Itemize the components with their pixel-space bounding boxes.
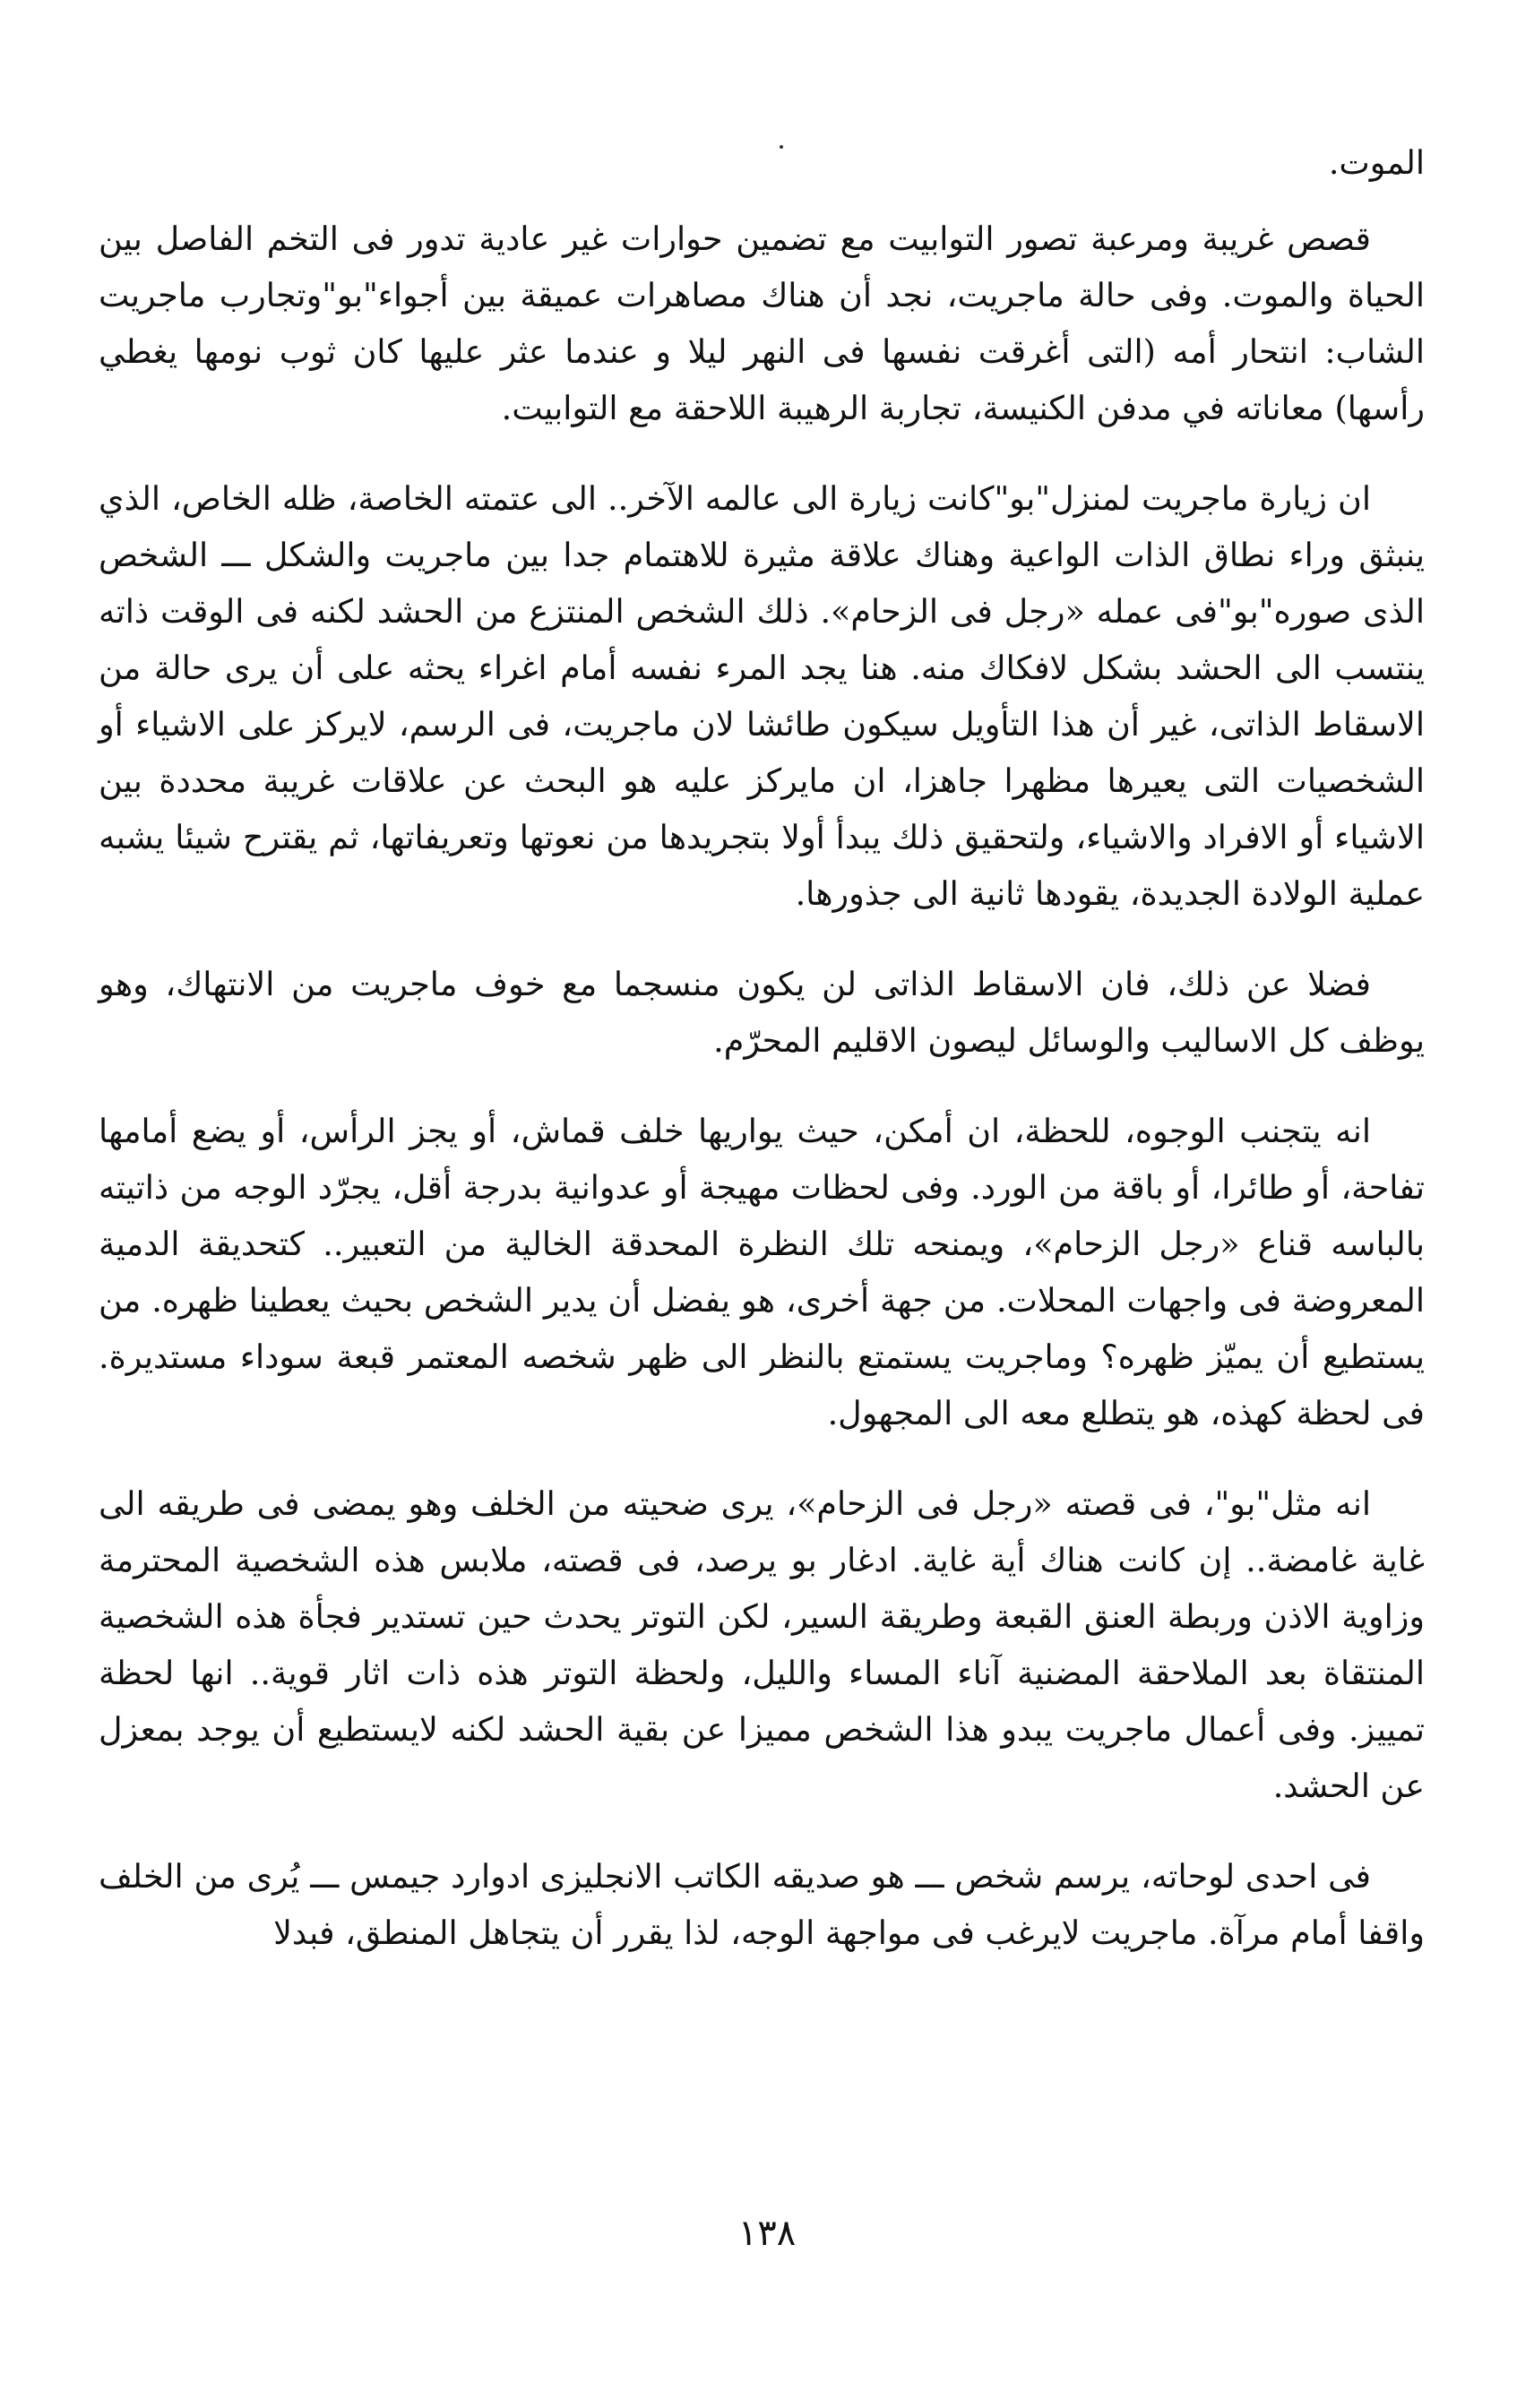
page-body — [99, 134, 1425, 1995]
paragraph-2: قصص غريبة ومرعبة تصور التوابيت مع تضمين حوارات غير عادية تدور فى التخم الفاصل بين الحياة والموت. وفى حالة ماجريت، نجد أن هناك مصاهرات عميقة بين أجواء"بو"وتجارب ماجريت الشاب: انتحار أمه (التى أغرقت نفسها فى النهر ليلا و عندما عثر عليها كان ثوب نومها يغطي رأسها) معاناته في مدفن الكنيسة، تجاربة الرهيبة اللاحقة مع التوابيت. — [99, 219, 1425, 427]
paragraph-5: انه يتجنب الوجوه، للحظة، ان أمكن، حيث يواريها خلف قماش، أو يجز الرأس، أو يضع أمامها تفاحة، أو طائرا، أو باقة من الورد. وفى لحظات مهيجة أو عدوانية بدرجة أقل، يجرّد الوجه من ذاتيته بالباسه قناع «رجل الزحام»، ويمنحه تلك النظرة المحدقة الخالية من التعبير.. كتحديقة الدمية المعروضة فى واجهات المحلات. من جهة أخرى، هو يفضل أن يدير الشخص بحيث يعطينا ظهره. من يستطيع أن يميّز ظهره؟ وماجريت يستمتع بالنظر الى ظهر شخصه المعتمر قبعة سوداء مستديرة. فى لحظة كهذه، هو يتطلع معه الى المجهول. — [99, 1112, 1425, 1432]
paragraph-3: ان زيارة ماجريت لمنزل"بو"كانت زيارة الى عالمه الآخر.. الى عتمته الخاصة، ظله الخاص، الذي ينبثق وراء نطاق الذات الواعية وهناك علاقة مثيرة للاهتمام جدا بين ماجريت والشكل ـــ الشخص الذى صوره"بو"فى عمله «رجل فى الزحام». ذلك الشخص المنتزع من الحشد لكنه فى الوقت ذاته ينتسب الى الحشد بشكل لافكاك منه. هنا يجد المرء نفسه أمام اغراء يحثه على أن يرى حالة من الاسقاط الذاتى، غير أن هذا التأويل سيكون طائشا لان ماجريت، فى الرسم، لايركز على الاشياء أو الشخصيات التى يعيرها مظهرا جاهزا، ان مايركز عليه هو البحث عن علاقات غريبة محددة بين الاشياء أو الافراد والاشياء، ولتحقيق ذلك يبدأ أولا بتجريدها من نعوتها وتعريفاتها، ثم يقترح شيئا يشبه عملية الولادة الجديدة، يقودها ثانية الى جذورها. — [99, 479, 1425, 913]
paragraph-7: فى احدى لوحاته، يرسم شخص ـــ هو صديقه الكاتب الانجليزى ادوارد جيمس ـــ يُرى من الخلف واقفا أمام مرآة. ماجريت لايرغب فى مواجهة الوجه، لذا يقرر أن يتجاهل المنطق، فبدلا — [99, 1857, 1425, 1952]
paragraph-4: فضلا عن ذلك، فان الاسقاط الذاتى لن يكون منسجما مع خوف ماجريت من الانتهاك، وهو يوظف كل الاساليب والوسائل ليصون الاقليم المحرّم. — [99, 965, 1425, 1060]
page-number: ١٣٨ — [737, 2213, 797, 2254]
scan-speck — [780, 145, 783, 149]
paragraph-6: انه مثل"بو"، فى قصته «رجل فى الزحام»، يرى ضحيته من الخلف وهو يمضى فى طريقه الى غاية غامضة.. إن كانت هناك أية غاية. ادغار بو يرصد، فى قصته، ملابس هذه الشخصية المحترمة وزاوية الاذن وربطة العنق القبعة وطريقة السير، لكن التوتر يحدث حين تستدير فجأة هذه الشخصية المنتقاة بعد الملاحقة المضنية آناء المساء والليل، ولحظة التوتر هذه ذات اثار قوية.. انها لحظة تمييز. وفى أعمال ماجريت يبدو هذا الشخص مميزا عن بقية الحشد لكنه لايستطيع أن يوجد بمعزل عن الحشد. — [99, 1484, 1425, 1805]
paragraph-1: الموت. — [1328, 143, 1425, 182]
